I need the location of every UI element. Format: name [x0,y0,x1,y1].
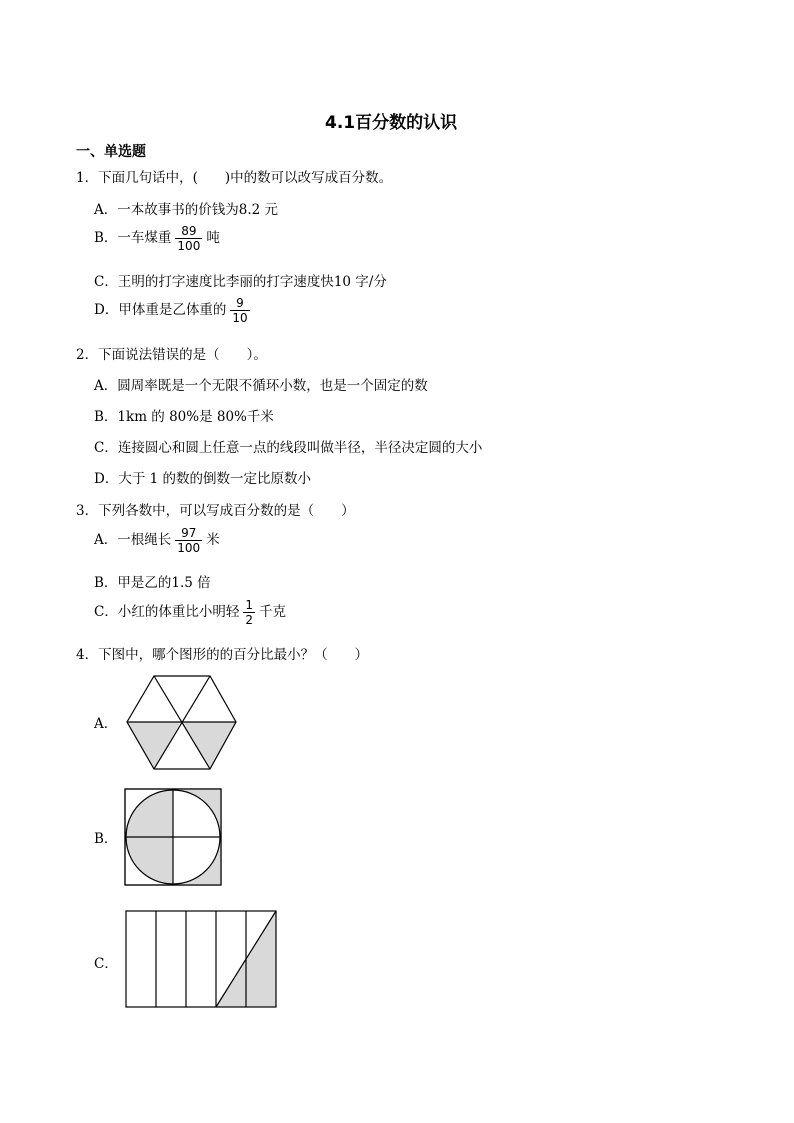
fraction-numerator: 1 [245,598,253,612]
question-1-option-d [94,296,254,325]
option-c-suffix: 千克 [258,604,286,620]
question-2-option-b: B．1km 的 80%是 80%千米 [94,409,274,425]
question-1-option-a: A．一本故事书的价钱为8.2 元 [94,202,279,218]
fraction [230,296,249,325]
fraction-denominator: 100 [177,541,201,555]
question-3-option-a [94,526,220,555]
fraction [175,224,202,253]
circle-in-square-figure [124,788,224,888]
fraction-numerator: 97 [181,526,197,540]
question-3-option-b: B．甲是乙的1.5 倍 [94,575,211,591]
question-2-option-a: A．圆周率既是一个无限不循环小数，也是一个固定的数 [94,378,428,394]
question-2-stem: 2．下面说法错误的是（ ）。 [76,347,267,363]
fraction-denominator: 2 [245,613,253,627]
option-a-prefix: A．一根绳长 [94,532,172,548]
fraction-numerator: 9 [236,296,244,310]
question-4-option-c-label: C． [94,956,118,972]
option-d-prefix: D．甲体重是乙体重的 [94,302,227,318]
fraction [243,598,255,627]
shaded-triangle-right [181,722,236,769]
question-1-option-b [94,224,220,253]
fraction-denominator: 100 [177,239,201,253]
question-3-option-c [94,598,286,627]
option-c-prefix: C．小红的体重比小明轻 [94,604,240,620]
option-b-suffix: 吨 [206,230,220,246]
fraction-numerator: 89 [181,224,197,238]
question-2-option-d: D．大于 1 的数的倒数一定比原数小 [94,471,311,487]
hexagon-figure [124,674,242,774]
question-1-stem: 1．下面几句话中，( )中的数可以改写成百分数。 [76,170,393,186]
question-4-stem: 4．下图中，哪个图形的的百分比最小？（ ） [76,647,369,663]
option-a-suffix: 米 [206,532,220,548]
question-1-option-c: C．王明的打字速度比李丽的打字速度快10 字/分 [94,274,387,290]
fraction-denominator: 10 [232,311,248,325]
question-4-option-b-label: B． [94,831,118,847]
question-4-option-a-label: A． [94,716,118,732]
fraction [175,526,202,555]
striped-rectangle-figure [125,910,279,1010]
question-2-option-c: C．连接圆心和圆上任意一点的线段叫做半径，半径决定圆的大小 [94,440,483,456]
option-b-prefix: B．一车煤重 [94,230,172,246]
page-title: 4.1百分数的认识 [325,113,458,133]
question-3-stem: 3．下列各数中，可以写成百分数的是（ ） [76,503,355,519]
section-heading: 一、单选题 [76,144,146,160]
shaded-triangle-left [127,722,181,769]
